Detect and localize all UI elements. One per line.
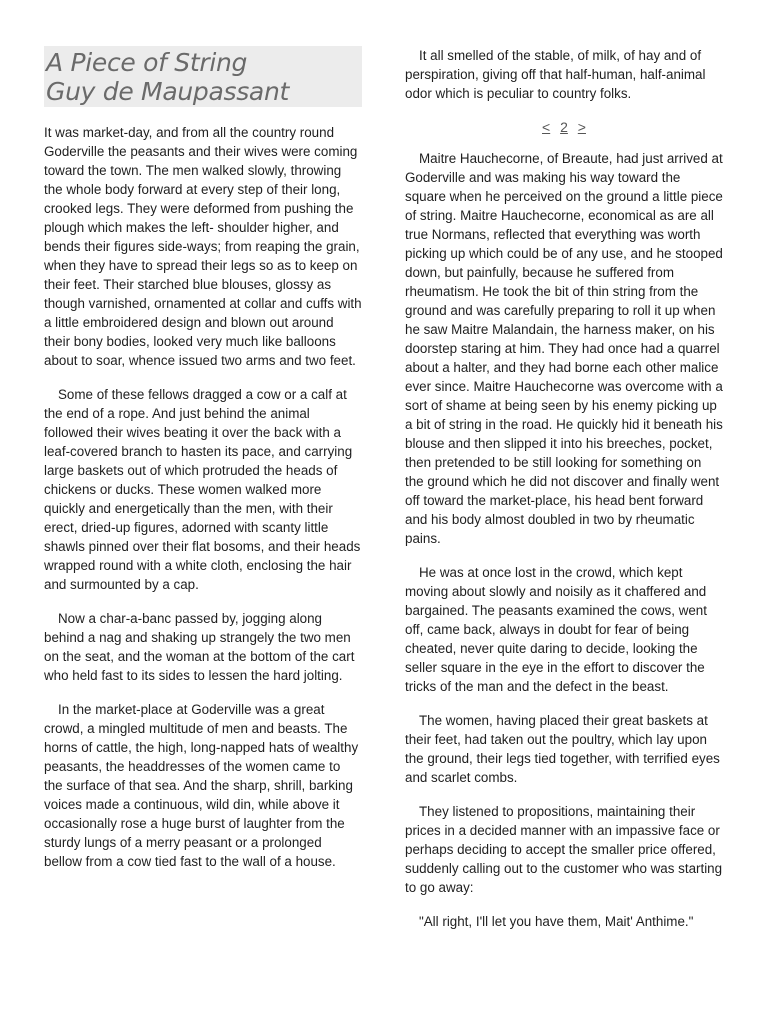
paragraph: In the market-place at Goderville was a great crowd, a mingled multitude of men and beasts. The horns of cattle, the high, long-napped hats of wealthy peasants, the headdresses of the women came to the surface of that sea. And the sharp, shrill, barking voices made a continuous, wild din, while above it occasionally rose a huge burst of laughter from the sturdy lungs of a merry peasant or a prolonged bellow from a cow tied fast to the wall of a house.: [44, 702, 359, 869]
story-title: A Piece of String: [46, 48, 248, 77]
paragraph: It was market-day, and from all the country round Goderville the peasants and their wives were coming toward the town. The men walked slowly, throwing the whole body forward at every step of their long, crooked legs. They were deformed from pushing the plough which makes the left- shoulder higher, and bends their figures side-ways; from reaping the grain, when they have to spread their legs so as to keep on their feet. Their starched blue blouses, glossy as though varnished, ornamented at collar and cuffs with a little embroidered design and blown out around their bony bodies, looked very much like balloons about to soar, whence issued two arms and two feet.: [44, 125, 362, 368]
next-page-link[interactable]: >: [577, 119, 586, 135]
pagination: [405, 118, 723, 137]
author-name: Guy de Maupassant: [46, 77, 289, 106]
prev-page-link[interactable]: <: [542, 119, 551, 135]
paragraph: The women, having placed their great baskets at their feet, had taken out the poultry, which lay upon the ground, their legs tied together, with terrified eyes and scarlet combs.: [405, 713, 720, 785]
right-column: [405, 46, 723, 946]
paragraph: It all smelled of the stable, of milk, of hay and of perspiration, giving off that half-human, half-animal odor which is peculiar to country folks.: [405, 48, 706, 101]
left-column: [44, 46, 362, 886]
paragraph: He was at once lost in the crowd, which kept moving about slowly and noisily as it chaffered and bargained. The peasants examined the cows, went off, came back, always in doubt for fear of being cheated, never quite daring to decide, looking the seller square in the eye in the effort to discover the tricks of the man and the defect in the beast.: [405, 565, 707, 694]
paragraph: "All right, I'll let you have them, Mait' Anthime.": [419, 914, 694, 929]
current-page-number: 2: [560, 119, 568, 135]
paragraph: They listened to propositions, maintaining their prices in a decided manner with an impassive face or perhaps deciding to accept the smaller price offered, suddenly calling out to the customer who was starting to go away:: [405, 804, 723, 895]
title-block: [44, 46, 362, 107]
paragraph: Maitre Hauchecorne, of Breaute, had just arrived at Goderville and was making his way toward the square when he perceived on the ground a little piece of string. Maitre Hauchecorne, economical as are all true Normans, reflected that everything was worth picking up which could be of any use, and he stooped down, but painfully, because he suffered from rheumatism. He took the bit of thin string from the ground and was carefully preparing to roll it up when he saw Maitre Malandain, the harness maker, on his doorstep staring at him. They had once had a quarrel about a halter, and they had borne each other malice ever since. Maitre Hauchecorne was overcome with a sort of shame at being seen by his enemy picking up a bit of string in the road. He quickly hid it beneath his blouse and then slipped it into his breeches, pocket, then pretended to be still looking for something on the ground which he did not discover and finally went off toward the market-place, his head bent forward and his body almost doubled in two by rheumatic pains.: [405, 151, 723, 546]
paragraph: Now a char-a-banc passed by, jogging along behind a nag and shaking up strangely the two men on the seat, and the woman at the bottom of the cart who held fast to its sides to lessen the hard jolting.: [44, 611, 355, 683]
paragraph: Some of these fellows dragged a cow or a calf at the end of a rope. And just behind the animal followed their wives beating it over the back with a leaf-covered branch to hasten its pace, and carrying large baskets out of which protruded the heads of chickens or ducks. These women walked more quickly and energetically than the men, with their erect, dried-up figures, adorned with scanty little shawls pinned over their flat bosoms, and their heads wrapped round with a white cloth, enclosing the hair and surmounted by a cap.: [44, 387, 361, 592]
